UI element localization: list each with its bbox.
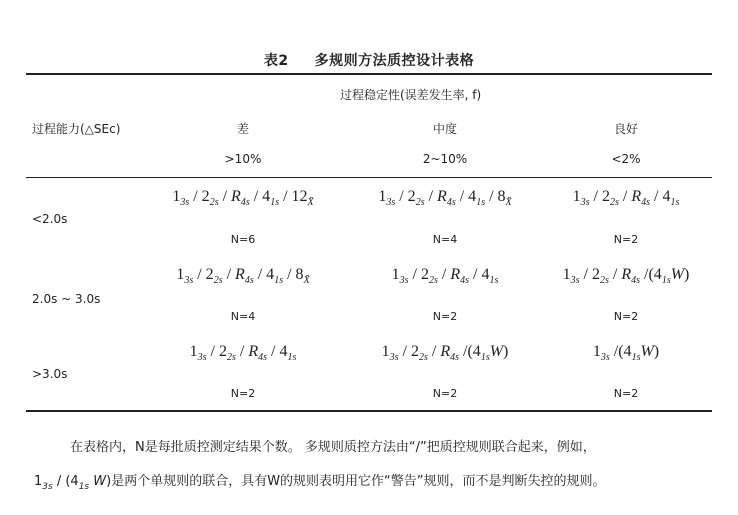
n-cell: N=2: [432, 310, 458, 323]
caption-title: 多规则方法质控设计表格: [314, 53, 475, 69]
row-label: >3.0s: [32, 367, 68, 381]
note-line-1: 在表格内，N是每批质控测定结果个数。 多规则质控方法由“/”把质控规则联合起来，例如，: [70, 440, 596, 455]
top-rule: [26, 73, 712, 75]
col-header-poor: 差: [236, 122, 249, 136]
row-header: 过程能力(△SEc): [32, 122, 121, 136]
rule-cell: $1_{3s} / 2_{2s} / R_{4s} / 4_{1s} / 12_{X̄}$: [172, 188, 314, 208]
n-cell: N=2: [432, 387, 458, 400]
col-header-moderate: 中度: [432, 122, 457, 136]
n-cell: N=2: [613, 387, 639, 400]
rule-cell: $1_{3s} / 2_{2s} / R_{4s} / 4_{1s}$: [572, 188, 680, 208]
note-text: 是两个单规则的联合，具有W的规则表明用它作“警告”规则，而不是判断失控的规则。: [111, 474, 606, 489]
rule-cell: $1_{3s} / 2_{2s} / R_{4s} / 4_{1s} / 8_{X̄}$: [378, 188, 512, 208]
note-line-2: [34, 470, 606, 492]
col-rate-moderate: 2~10%: [422, 152, 468, 166]
n-cell: N=2: [613, 233, 639, 246]
col-header-good: 良好: [613, 122, 638, 136]
n-cell: N=2: [613, 310, 639, 323]
rule-cell: $1_{3s} / 2_{2s} / R_{4s} / 4_{1s} / 8_{X̄}$: [176, 266, 310, 286]
rule-cell: $1_{3s} / 2_{2s} / R_{4s} / 4_{1s}$: [391, 266, 499, 286]
bottom-rule: [26, 410, 712, 412]
col-rate-good: <2%: [611, 152, 641, 166]
caption-number: 表2: [263, 53, 289, 69]
n-cell: N=4: [432, 233, 458, 246]
row-label: 2.0s ~ 3.0s: [32, 292, 101, 306]
n-cell: N=4: [230, 310, 256, 323]
col-rate-poor: >10%: [224, 152, 262, 166]
n-cell: N=2: [230, 387, 256, 400]
rule-cell: $1_{3s} / 2_{2s} / R_{4s} / 4_{1s}$: [189, 343, 297, 363]
note-rule: $1_{3s} / (4_{1s}$ W): [34, 474, 112, 492]
rule-cell: $1_{3s} / 2_{2s} / R_{4s}$ $/(4_{1s}W)$: [381, 343, 509, 363]
rule-cell: $1_{3s} / 2_{2s} / R_{4s}$ $/(4_{1s}W)$: [562, 266, 690, 286]
group-header: 过程稳定性(误差发生率, f): [340, 88, 482, 102]
n-cell: N=6: [230, 233, 256, 246]
rule-cell: $1_{3s}$ $/(4_{1s}W)$: [592, 343, 660, 363]
table-caption: [0, 50, 738, 70]
row-label: <2.0s: [32, 212, 68, 226]
header-rule: [26, 177, 712, 178]
